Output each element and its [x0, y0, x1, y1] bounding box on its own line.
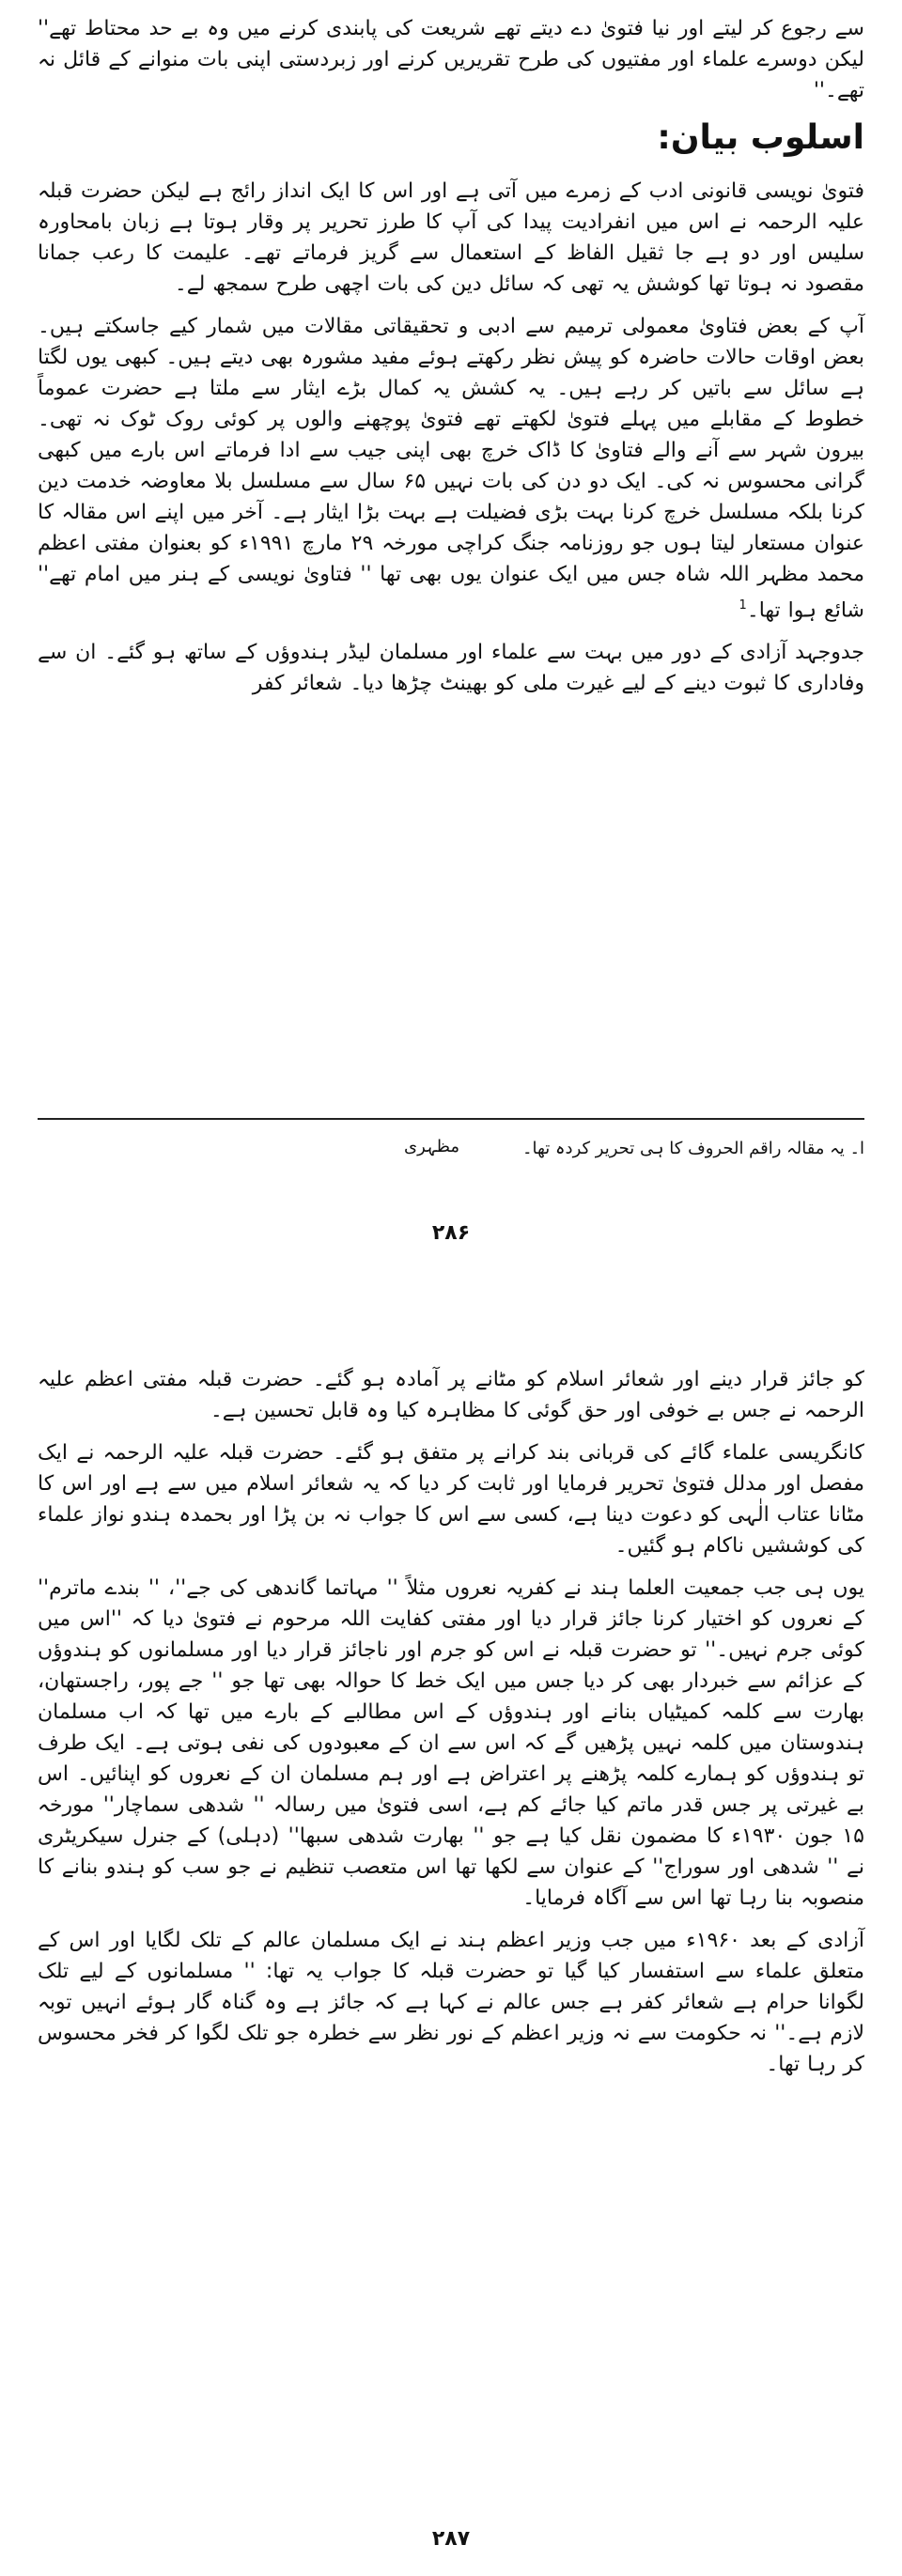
intro-paragraph: سے رجوع کر لیتے اور نیا فتویٰ دے دیتے تھے شریعت کی پابندی کرنے میں وہ بے حد محتاط تھے'' لیکن دوسرے علماء اور مفتیوں کی طرح تقریریں کرنے اور زبردستی اپنی بات منوانے کے قائل نہ تھے۔''	[38, 17, 864, 102]
footnote-text: ا۔ یہ مقالہ راقم الحروف کا ہی تحریر کردہ تھا۔	[521, 1139, 864, 1158]
page-287-body	[38, 1364, 864, 2091]
footnote-marker: 1	[739, 598, 747, 613]
paragraph-text: آپ کے بعض فتاویٰ معمولی ترمیم سے ادبی و تحقیقاتی مقالات میں شمار کیے جاسکتے ہیں۔ بعض اوقات حالات حاضرہ کو پیش نظر رکھتے ہوئے مفید مشورہ بھی دیتے ہیں۔ کبھی یوں لگتا ہے سائل سے باتیں کر رہے ہیں۔ یہ کشش یہ کمال بڑے ایثار سے ملتا ہے حضرت عموماً خطوط کے مقابلے میں پہلے فتویٰ لکھتے تھے فتویٰ پوچھنے والوں پر کوئی روک ٹوک نہ تھی۔ بیرون شہر سے آنے والے فتاویٰ کا ڈاک خرچ بھی اپنی جیب سے ادا فرماتے اس بارے میں کبھی گرانی محسوس نہ کی۔ ایک دو دن کی بات نہیں ۶۵ سال سے مسلسل بلا معاوضہ خدمت دین کرنا بلکہ مسلسل خرچ کرنا بہت بڑی فضیلت ہے بہت بڑا ایثار ہے۔ آخر میں اپنے اس مقالہ کا عنوان مستعار لیتا ہوں جو روزنامہ جنگ کراچی مورخہ ۲۹ مارچ ۱۹۹۱ء کو بعنوان مفتی اعظم محمد مظہر اللہ شاہ جس میں ایک عنوان یوں بھی تھا '' فتاویٰ نویسی کے ہنر میں امام تھے'' شائع ہوا تھا۔	[38, 315, 865, 623]
page-number: ۲۸۷	[431, 2527, 471, 2551]
paragraph: کانگریسی علماء گائے کی قربانی بند کرانے پر متفق ہو گئے۔ حضرت قبلہ علیہ الرحمہ نے ایک مفصل اور مدلل فتویٰ تحریر فرمایا اور ثابت کر دیا کہ یہ شعائر اسلام میں سے ہے اور اس کا مٹانا عتاب الٰہی کو دعوت دینا ہے، کسی سے اس کا جواب نہ بن پڑا اور بحمدہ ہندو نواز علماء کی کوششیں ناکام ہو گئیں۔	[38, 1441, 864, 1558]
paragraph: فتویٰ نویسی قانونی ادب کے زمرے میں آتی ہے اور اس کا ایک انداز رائج ہے لیکن حضرت قبلہ علیہ الرحمہ نے اس میں انفرادیت پیدا کی آپ کا طرز تحریر پر وقار ہوتا ہے زبان بامحاورہ سلیس اور دو ہے جا ثقیل الفاظ کے استعمال سے گریز فرماتے تھے۔ علیمت کا رعب جمانا مقصود نہ ہوتا تھا کوشش یہ تھی کہ سائل دین کی بات اچھی طرح سمجھ لے۔	[38, 179, 864, 296]
section-heading: اسلوب بیان:	[657, 118, 864, 157]
page-number: ۲۸۶	[431, 1221, 471, 1245]
page-286-body	[38, 13, 864, 710]
page-287	[0, 1353, 902, 2576]
paragraph	[38, 311, 864, 626]
paragraph: جدوجہد آزادی کے دور میں بہت سے علماء اور مسلمان لیڈر ہندوؤں کے ساتھ ہو گئے۔ ان سے وفاداری کا ثبوت دینے کے لیے غیرت ملی کو بھینٹ چڑھا دیا۔ شعائر کفر	[38, 641, 864, 696]
footnote-author: مظہری	[404, 1137, 459, 1156]
paragraph: آزادی کے بعد ۱۹۶۰ء میں جب وزیر اعظم ہند نے ایک مسلمان عالم کے تلک لگایا اور اس کے متعلق علماء سے استفسار کیا گیا تو حضرت قبلہ کا جواب یہ تھا: '' مسلمانوں کے لیے تلک لگوانا حرام ہے شعائر کفر ہے جس عالم نے کہا ہے کہ جائز ہے وہ گناہ گار ہوئے انہیں توبہ لازم ہے۔'' نہ حکومت سے نہ وزیر اعظم کے نور نظر سے خطرہ جو تلک لگوا کر فخر محسوس کر رہا تھا۔	[38, 1929, 864, 2076]
paragraph: کو جائز قرار دینے اور شعائر اسلام کو مٹانے پر آمادہ ہو گئے۔ حضرت قبلہ مفتی اعظم علیہ الرحمہ نے جس بے خوفی اور حق گوئی کا مظاہرہ کیا وہ قابل تحسین ہے۔	[38, 1368, 864, 1422]
footnote-divider	[38, 1118, 864, 1120]
paragraph: یوں ہی جب جمعیت العلما ہند نے کفریہ نعروں مثلاً '' مہاتما گاندھی کی جے''، '' بندے ماترم'' کے نعروں کو اختیار کرنا جائز قرار دیا اور مفتی کفایت اللہ مرحوم نے فتویٰ دیا کہ ''اس میں کوئی جرم نہیں۔'' تو حضرت قبلہ نے اس کو جرم اور ناجائز قرار دیا اور مسلمانوں کو ہندوؤں کے عزائم سے خبردار بھی کر دیا جس میں ایک خط کا حوالہ بھی تھا جو '' جے پور، راجستھان، بھارت سے کلمہ کمیٹیاں بنانے اور ہندوؤں کے اس مطالبے کے بارے میں تھا کہ اب مسلمان ہندوستان میں کلمہ نہیں پڑھیں گے کہ اس سے ان کے معبودوں کی نفی ہوتی ہے۔ ایک طرف تو ہندوؤں کو ہمارے کلمہ پڑھنے پر اعتراض ہے اور ہم مسلمان ان کے نعروں کو اپنائیں۔ اس بے غیرتی پر جس قدر ماتم کیا جائے کم ہے، اسی فتویٰ میں رسالہ '' شدھی سماچار'' مورخہ ۱۵ جون ۱۹۳۰ء کا مضمون نقل کیا ہے جو '' بھارت شدھی سبھا'' (دہلی) کے جنرل سیکریٹری نے '' شدھی اور سوراج'' کے عنوان سے لکھا تھا اس متعصب تنظیم نے جو سب کو ہندو بنانے کا منصوبہ بنا رہا تھا اس سے آگاہ فرمایا۔	[38, 1576, 864, 1910]
